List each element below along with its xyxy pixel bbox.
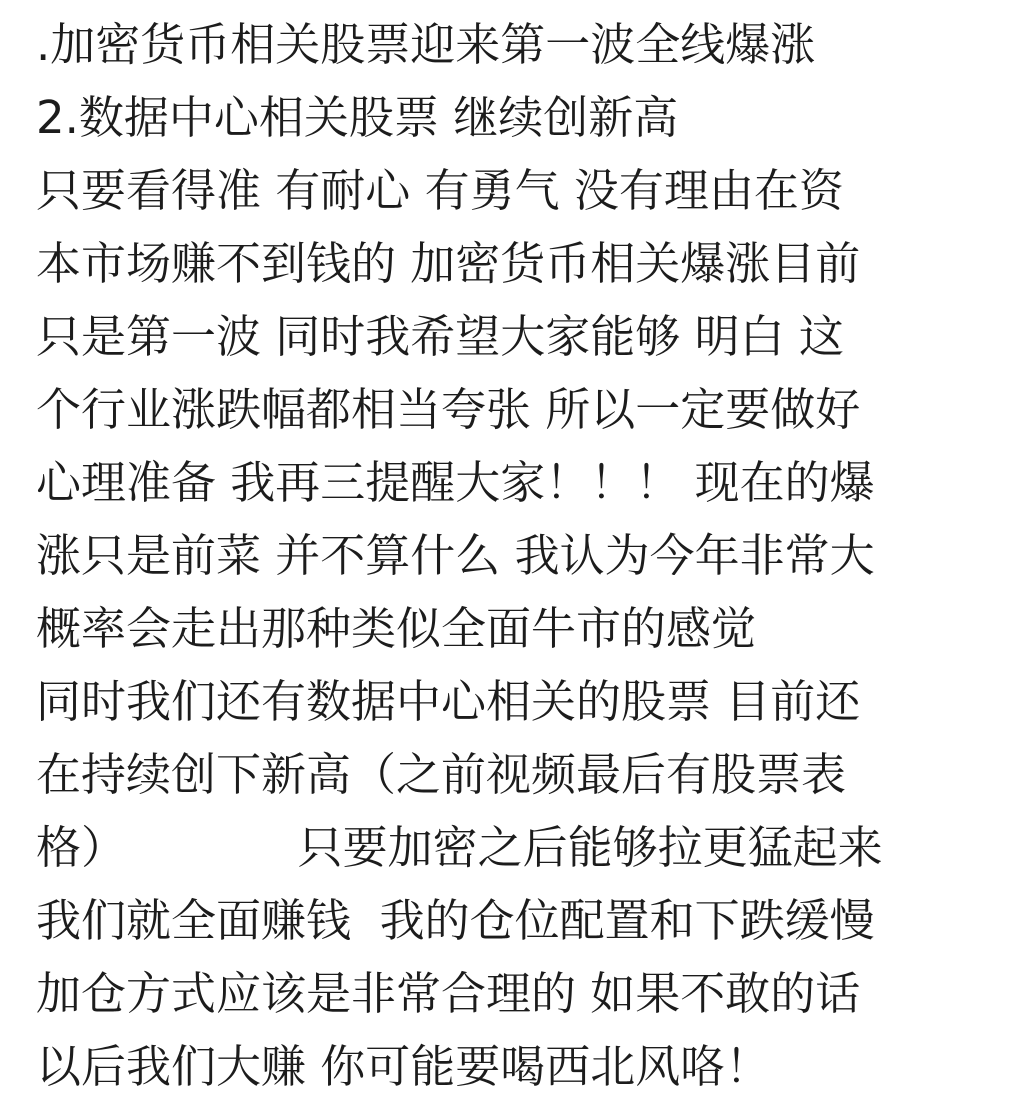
text-line: 只要看得准 有耐心 有勇气 没有理由在资 <box>36 164 844 217</box>
text-line: 个行业涨跌幅都相当夸张 所以一定要做好 <box>36 383 861 436</box>
text-line: .加密货币相关股票迎来第一波全线爆涨 <box>36 18 816 71</box>
text-line: 格） 只要加密之后能够拉更猛起来 <box>36 821 883 874</box>
text-line: 涨只是前菜 并不算什么 我认为今年非常大 <box>36 529 875 582</box>
text-line: 在持续创下新高（之前视频最后有股票表 <box>36 748 847 801</box>
text-line: 概率会走出那种类似全面牛市的感觉 <box>36 602 757 655</box>
text-line: 心理准备 我再三提醒大家！！！ 现在的爆 <box>36 456 875 509</box>
text-line: 我们就全面赚钱 我的仓位配置和下跌缓慢 <box>36 894 875 947</box>
text-line: 同时我们还有数据中心相关的股票 目前还 <box>36 675 861 728</box>
text-line: 只是第一波 同时我希望大家能够 明白 这 <box>36 310 844 363</box>
text-line: 2.数据中心相关股票 继续创新高 <box>36 91 679 144</box>
text-line: 以后我们大赚 你可能要喝西北风咯！ <box>36 1040 771 1093</box>
post-body <box>36 8 996 1103</box>
text-line: 本市场赚不到钱的 加密货币相关爆涨目前 <box>36 237 861 290</box>
text-line: 加仓方式应该是非常合理的 如果不敢的话 <box>36 967 861 1020</box>
